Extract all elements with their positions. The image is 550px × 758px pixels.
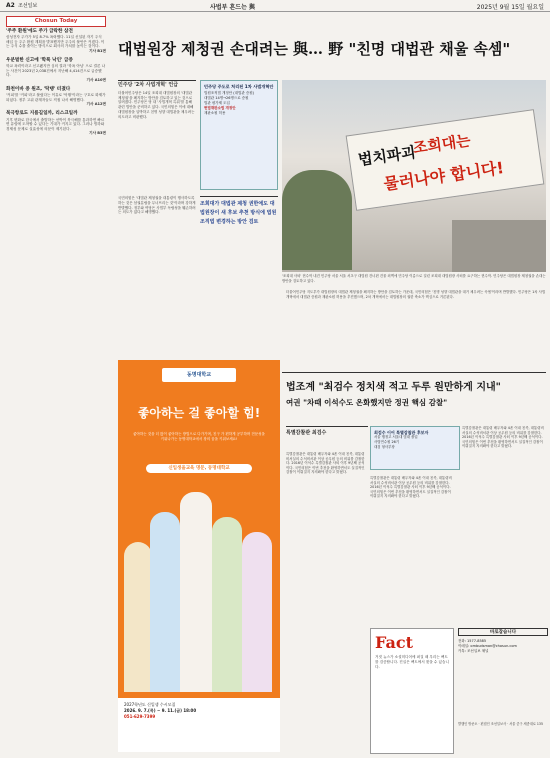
publisher-info: 발행인 방준오 · 편집인 조선일보사 · 서울 중구 세종대로 135 xyxy=(458,722,543,726)
issue-date: 2025년 9월 15일 월요일 xyxy=(476,4,544,11)
headline-line-1: 법조계 "최검수 정치색 적고 두루 원만하게 지내" xyxy=(286,382,501,393)
tree-shape xyxy=(282,170,352,270)
sidebar-item-text: '커피'를 '커피'라고 불렀다는 이유로 '탁탱'이라는 구호로 화제가 되었다. 정부 고위 관계자들도 직접 나서 해명했다. xyxy=(6,93,106,102)
sidebar-item[interactable] xyxy=(6,112,106,136)
section-label: 조선일보 xyxy=(18,3,38,9)
ad-title: 좋아하는 걸 좋아할 힘! xyxy=(137,406,261,420)
ad-footer-dates: 2026. 9. 7.(목) ~ 9. 11.(금) 18:00 xyxy=(124,708,197,713)
pull-quote: 조희대가 대법관 제청 권한에도 대법원장이 새 후보 추천 방식에 법원조직법 변경하는 방안 검토 xyxy=(200,196,278,227)
corrections-email[interactable]: 이메일: ombudsman@chosun.com xyxy=(458,644,517,648)
second-article-subhead: 특별감찰관 최검수 xyxy=(286,426,368,436)
second-article-body-cont: 특별감찰관은 대통령 배우자와 4촌 이내 친족, 대통령비서실의 수석비서관 이상 공무원 등의 비위를 감찰한다. 2016년 이석수 특별감찰관 사퇴 이후 9년째 공석이다. 국민의힘은 이번 추천을 환영하면서도 실질적인 감찰이 이뤄질지 지켜봐야 한다고 밝혔다. xyxy=(462,426,544,449)
protest-banner xyxy=(346,109,545,211)
page-number: A2 xyxy=(6,2,15,9)
student-figure xyxy=(242,532,272,692)
main-headline[interactable]: 대법원장 제청권 손대려는 與… 野 "친명 대법관 채울 속셈" xyxy=(118,40,511,58)
info-box-highlight: 헌법재판소법 개정안 xyxy=(204,106,236,110)
article-body: 국민의힘은 '대법관 제청권을 대통령이 행사하도록 하는 것은 삼권분립을 무너뜨리는 것'이라며 강하게 반발했다. 정부와 여당은 사법부 독립성을 훼손하려는 의도가 없다고 해명했다. xyxy=(118,196,196,215)
info-box-line: 대법관 14명→26명으로 증원 xyxy=(204,96,249,100)
fact-box xyxy=(370,628,454,754)
second-article-headline[interactable] xyxy=(286,378,548,408)
university-ad[interactable] xyxy=(118,360,280,752)
banner-text-2: 조희대는 xyxy=(411,131,472,158)
news-photo xyxy=(282,80,546,272)
fact-description: 거짓 뉴스가 소셜미디어에 퍼질 때 우리는 팩트를 검증합니다. 진실은 팩트에서 찾을 수 있습니다. xyxy=(375,655,449,669)
chosun-today-sidebar xyxy=(6,16,106,358)
sidebar-item-headline[interactable]: 북극항로도 지름길일까, 리스크일까 xyxy=(6,110,78,116)
headline-line-2: 여권 "차때 이석수도 온화했지만 정권 핵심 감찰" xyxy=(286,398,448,407)
article-column xyxy=(118,80,196,190)
sidebar-item-ref: 기사 B3면 xyxy=(89,131,106,136)
sidebar-item-ref: 기사 A10면 xyxy=(86,77,106,82)
sidebar-item-headline[interactable]: 우분벌한 신고에 '학폭 낙인' 급증 xyxy=(6,57,73,63)
sidebar-item[interactable] xyxy=(6,88,106,107)
ad-footer xyxy=(118,698,280,752)
corrections-phone[interactable]: 전화: 1577-8585 xyxy=(458,639,487,643)
sidebar-item[interactable] xyxy=(6,30,106,54)
banner-text-1: 법치파괴 xyxy=(356,143,417,169)
page-header xyxy=(0,0,550,12)
corrections-kakao[interactable]: 카톡: 조선일보 채널 xyxy=(458,649,489,653)
sidebar-item-ref: 기사 A12면 xyxy=(86,102,106,107)
info-box xyxy=(200,80,278,190)
student-figure xyxy=(212,517,242,692)
banner-text-3: 물러나야 합니다! xyxy=(382,158,505,194)
second-article-body: 특별감찰관은 대통령 배우자와 4촌 이내 친족, 대통령비서실의 수석비서관 이상 공무원 등의 비위를 감찰한다. 2016년 이석수 특별감찰관 사퇴 이후 9년째 공석이다. 국민의힘은 이번 추천을 환영하면서도 실질적인 감찰이 이뤄질지 지켜봐야 한다고 밝혔다. xyxy=(286,452,365,475)
article-body: 더불어민주당은 14일 조희대 대법원장의 '대법관 제청권'을 폐지하는 방안을 검토하고 있는 것으로 알려졌다. 민주당은 당 내 '사법개혁 특위'를 통해 관련 법안을 준비하고 있다. 국민의힘은 이에 대해 대법원장을 압박하고 친명 성향 대법관을 채우려는 의도라고 비판했다. xyxy=(118,90,195,119)
article-subhead: 민주당 '2차 사법개혁' 언급 xyxy=(118,80,196,88)
ad-phone: 051-629-7399 xyxy=(124,714,156,719)
student-figure xyxy=(180,492,212,692)
article-column xyxy=(118,196,196,286)
sidebar-item-text: 학교 폭력이라고 신고됐지만 심의 결과 '학폭 아님' 으로 결론 나는 사건이 2023년 2,038건에서 지난해 4,414건으로 급증했다. xyxy=(6,64,106,78)
divider xyxy=(282,372,546,373)
profile-box-title: 최검수 이어 특별감찰관 후보자 xyxy=(374,430,429,435)
student-figure xyxy=(124,542,152,692)
photo-caption: '조희대 사퇴' 현수막 내건 민주당 서울 서울 서초구 대법원 건너편 건물 외벽에 민주당 이름으로 걸린 조희대 대법원장 사퇴를 요구하는 현수막. 민주당은 대법원장 제청권을 손대는 방안을 검토하고 있다. xyxy=(282,274,546,283)
sidebar-item-text: 기후 변화로 한국에서 출발하는 선박이 북극해를 통과하면 빠르면 유럽에 도착할 수 있다는 기대가 커지고 있다. 그러나 빙하와 경제성 문제로 실효성에 의문이 제기된다. xyxy=(6,117,105,131)
corrections-box xyxy=(458,628,548,654)
sidebar-item-text: 삼성전자 주가가 5일 8.7% 폭락했다. 11일 신설된 자기 주식 매입 등 주주 환원 계획을 발표했지만 주주의 불안은 커졌다. 이는 주식 수를 줄이는 방식으로 회사의 가치를 높이는 것이다. xyxy=(6,35,105,49)
student-figure xyxy=(150,512,180,692)
info-box-line: 법관 평가제 도입 xyxy=(204,101,230,105)
info-box-line: 재판소원 허용 xyxy=(204,111,226,115)
fact-logo: Fact xyxy=(375,633,413,652)
article-body-lower: 더불어민주당 지도부가 대법원장의 대법관 제청권을 폐지하는 방안을 검토하는 가운데, 국민의힘은 '친명 성향 대법관을 대거 채우려는 속셈'이라며 반발했다. 민주당은 1차 사법개혁에서 대법관 증원과 재판소원 허용을 추진했으며, 2차 개혁에서는 대법원장의 권한 축소가 핵심으로 거론된다. xyxy=(286,290,546,299)
building-shape xyxy=(452,220,546,272)
sidebar-item[interactable] xyxy=(6,59,106,83)
section-title: 사법부 흔드는 與 xyxy=(210,4,255,11)
info-box-title: 민주당 주도로 처리된 1차 사법개혁안 xyxy=(204,84,274,89)
ad-footer-line: 2027학년도 신입생 수시모집 xyxy=(124,702,176,707)
sidebar-item-headline[interactable]: 화천이바 중 원조, '탁탱' 터졌다 xyxy=(6,86,71,92)
sidebar-item-ref: 기사 B1면 xyxy=(89,48,106,53)
profile-box-line: 대검 형사부장 xyxy=(374,445,395,449)
profile-box-line: 사법연수원 26기 xyxy=(374,440,400,444)
info-box-line: 법원조직법 개정안 (대법관 증원) xyxy=(204,91,255,95)
profile-box xyxy=(370,426,460,470)
ad-description: 좋아하는 것을 더 많이 좋아하는 방법으로 다가가며, 친구 가 편하게 공부하며 전문성을 키워나가는 동명대학교에서 창의 꿈을 키워보세요! xyxy=(133,432,265,441)
second-article-body-cont: 특별감찰관은 대통령 배우자와 4촌 이내 친족, 대통령비서실의 수석비서관 이상 공무원 등의 비위를 감찰한다. 2016년 이석수 특별감찰관 사퇴 이후 9년째 공석이다. 국민의힘은 이번 추천을 환영하면서도 실질적인 감찰이 이뤄질지 지켜봐야 한다고 밝혔다. xyxy=(370,476,452,499)
profile-box-line: 서울 행정고 서울대 법대 졸업 xyxy=(374,435,418,439)
ad-tagline: 신입생을교육 명문, 동명대학교 xyxy=(146,464,252,473)
ad-students-image xyxy=(124,482,274,692)
corrections-title: 바로잡습니다 xyxy=(458,628,548,636)
sidebar-item-headline[interactable]: '주주 환원'에도 주가 급락한 삼전 xyxy=(6,28,73,34)
sidebar-title: Chosun Today xyxy=(6,16,106,27)
ad-logo: 동명대학교 xyxy=(162,368,236,382)
